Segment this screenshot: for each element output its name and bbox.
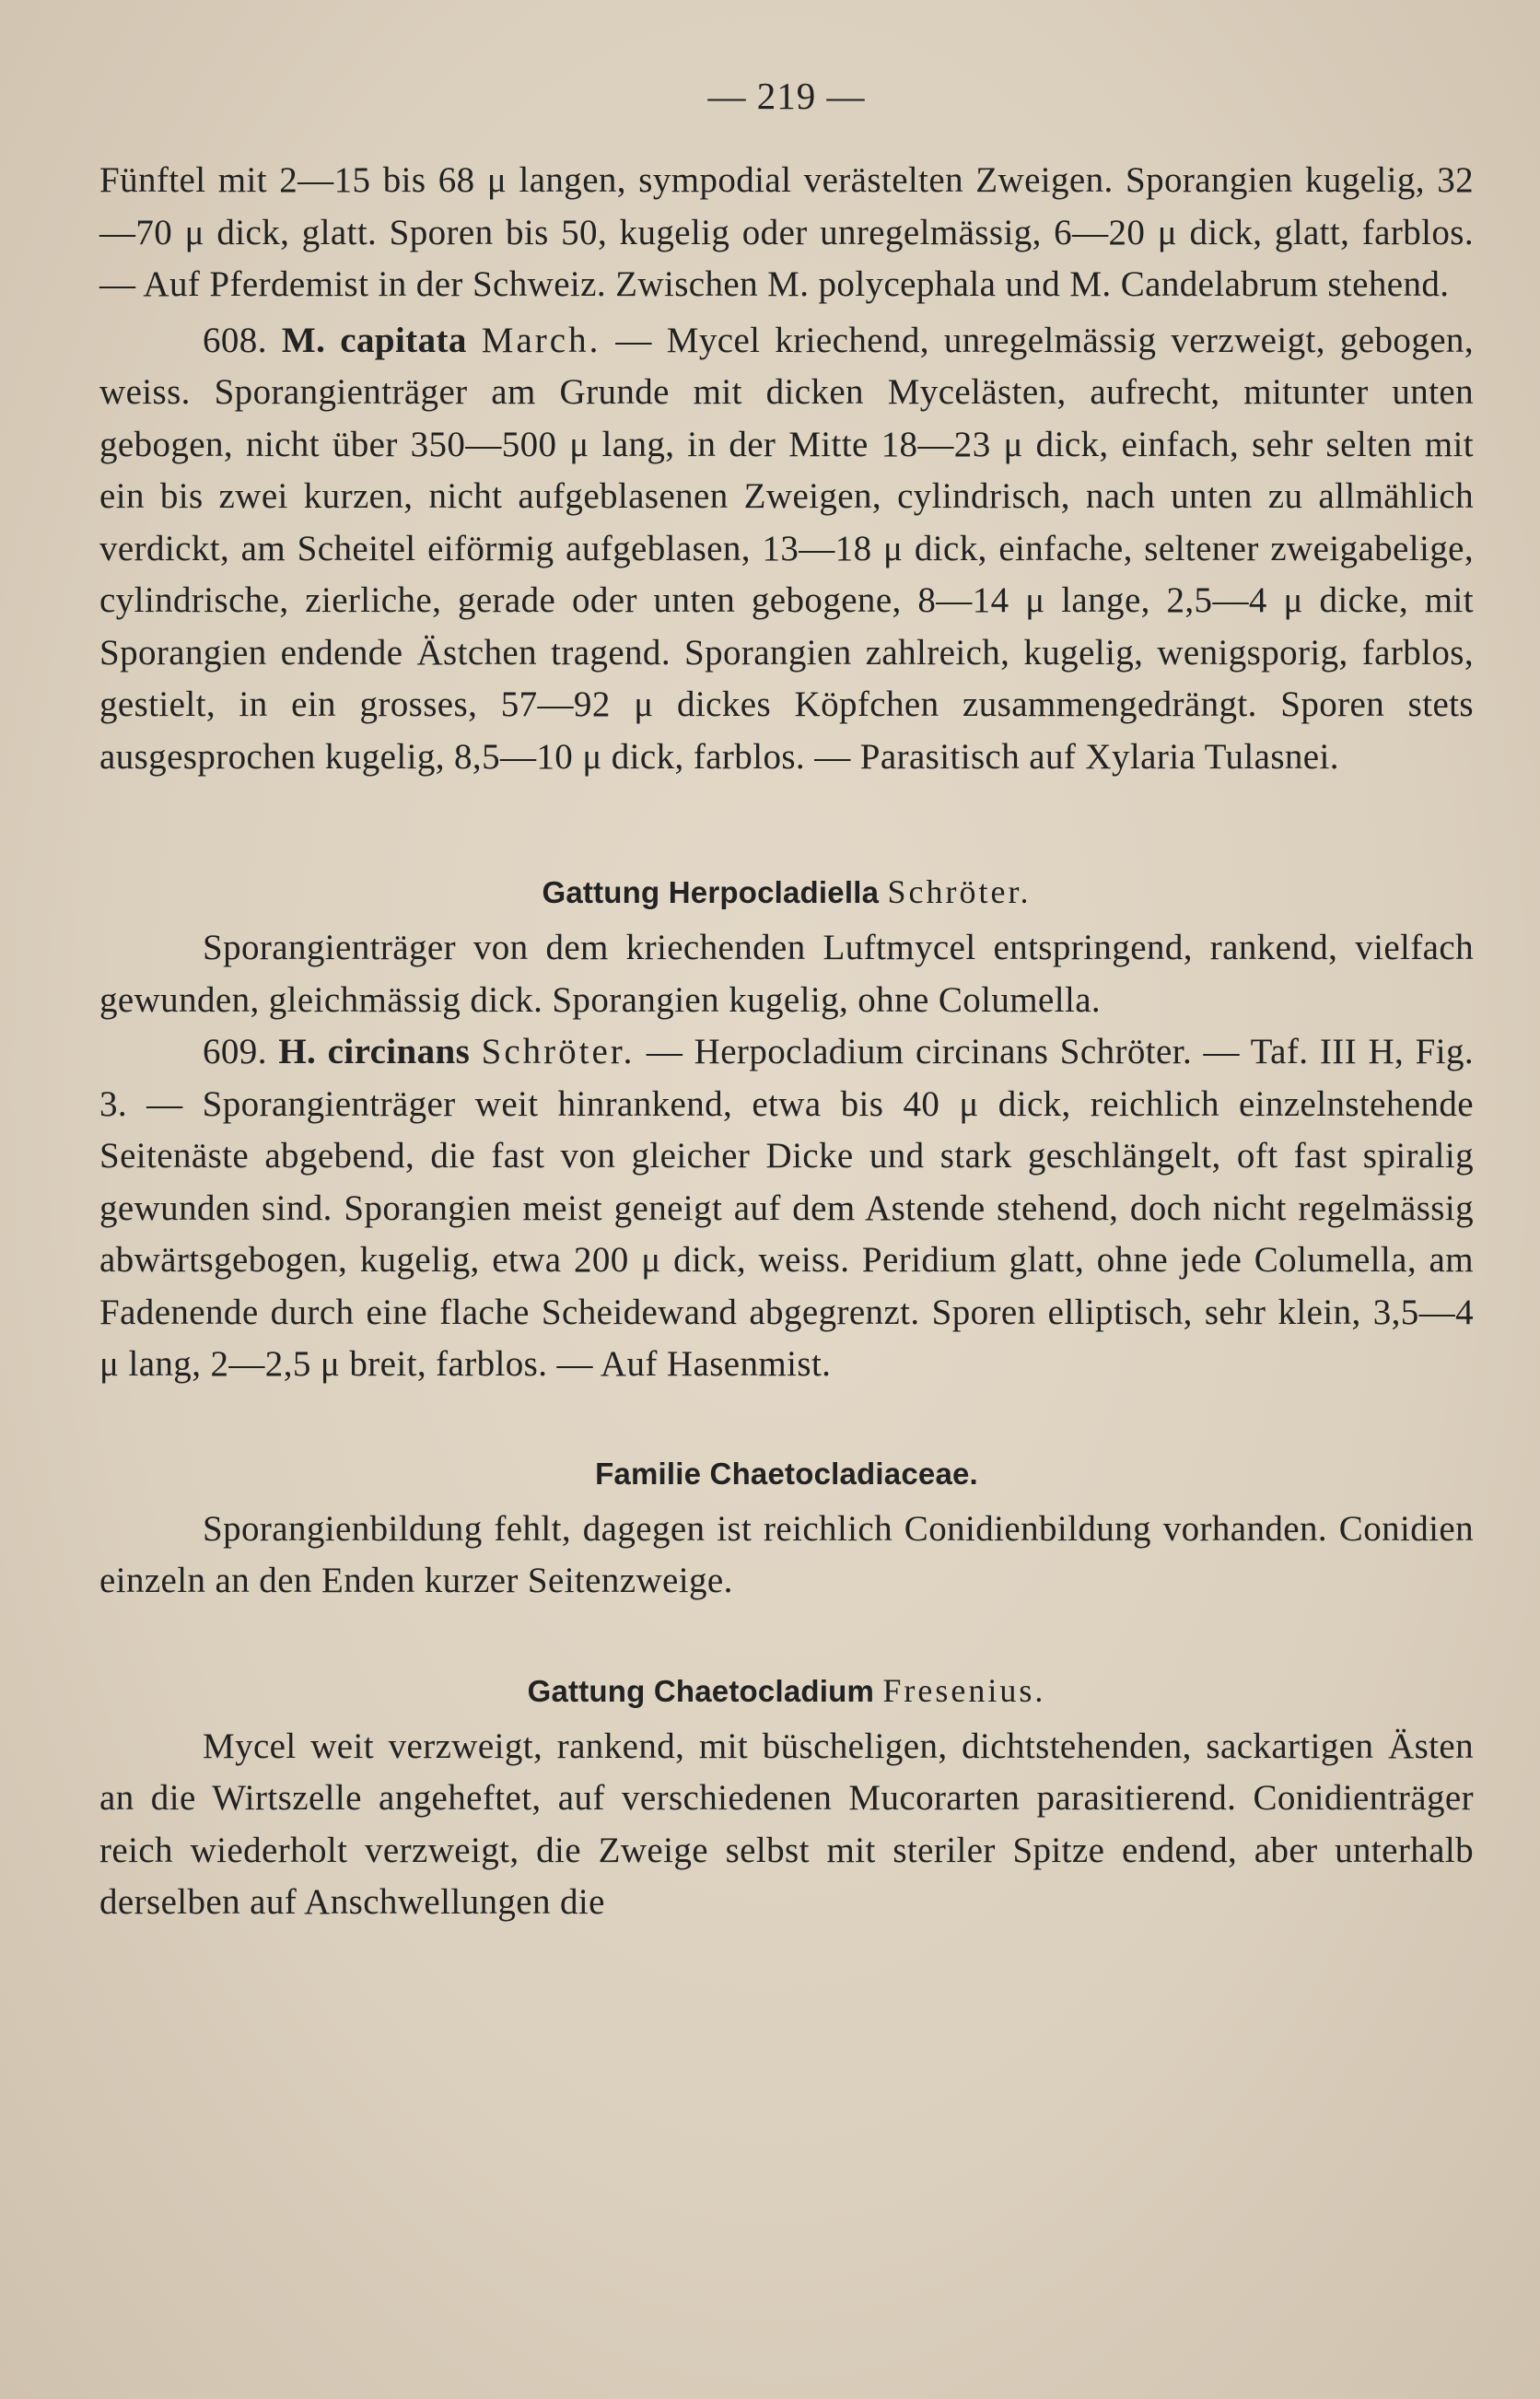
species-description: — Mycel kriechend, unregelmässig verzweigt, gebogen, weiss. Sporangienträger am Grunde mit dicken Mycelästen, aufrecht, mitunter unten gebogen, nicht über 350—500 μ lang, in der Mitte 18—23 μ dick, einfach, sehr selten mit ein bis zwei kurzen, nicht aufgeblasenen Zweigen, cylindrisch, nach unten zu allmählich verdickt, am Scheitel eiförmig aufgeblasen, 13—18 μ dick, einfache, seltener zweigabelige, cylindrische, zierliche, gerade oder unten gebogene, 8—14 μ lange, 2,5—4 μ dicke, mit Sporangien endende Ästchen tragend. Sporangien zahlreich, kugelig, wenigsporig, farblos, gestielt, in ein grosses, 57—92 μ dickes Köpfchen zusammengedrängt. Sporen stets ausgesprochen kugelig, 8,5—10 μ dick, farblos. — Parasitisch auf Xylaria Tulasnei. (99, 320, 1474, 777)
species-author: Schröter. (481, 1032, 636, 1071)
species-entry-608 (99, 315, 1474, 784)
genus-title: Gattung Chaetocladium (527, 1673, 874, 1708)
genus-author: Schröter. (887, 873, 1032, 910)
continuation-paragraph: Fünftel mit 2—15 bis 68 μ langen, sympodial verästelten Zweigen. Sporangien kugelig, 32—70 μ dick, glatt. Sporen bis 50, kugelig oder unregelmässig, 6—20 μ dick, glatt, farblos. — Auf Pferdemist in der Schweiz. Zwischen M. polycephala und M. Candelabrum stehend. (99, 160, 1474, 304)
genus-title: Gattung Herpocladiella (542, 875, 880, 909)
genus-heading-chaetocladium (99, 1665, 1474, 1717)
book-page (99, 74, 1474, 1929)
species-number: 608. (203, 320, 267, 360)
species-author: March. (481, 320, 601, 360)
species-name: H. circinans (278, 1032, 471, 1071)
species-name: M. capitata (281, 320, 467, 360)
species-number: 609. (203, 1032, 267, 1071)
spacer (99, 1608, 1474, 1665)
family-heading-chaetocladiaceae: Familie Chaetocladiaceae. (595, 1456, 978, 1491)
species-description: — Herpocladium circinans Schröter. — Taf. III H, Fig. 3. — Sporangienträger weit hinrankend, etwa bis 40 μ dick, reichlich einzelnstehende Seitenäste abgebend, die fast von gleicher Dicke und stark geschlängelt, oft fast spiralig gewunden sind. Sporangien meist geneigt auf dem Astende stehend, doch nicht regelmässig abwärtsgebogen, kugelig, etwa 200 μ dick, weiss. Peridium glatt, ohne jede Columella, am Fadenende durch eine flache Scheidewand abgegrenzt. Sporen elliptisch, sehr klein, 3,5—4 μ lang, 2—2,5 μ breit, farblos. — Auf Hasenmist. (99, 1032, 1475, 1384)
genus-description-herpocladiella: Sporangienträger von dem kriechenden Luftmycel entspringend, rankend, vielfach gewunden, gleichmässig dick. Sporangien kugelig, ohne Columella. (99, 928, 1474, 1020)
spacer (99, 1391, 1474, 1448)
genus-heading-herpocladiella (99, 866, 1474, 919)
genus-author: Fresenius. (882, 1671, 1046, 1709)
species-entry-609 (99, 1026, 1474, 1391)
genus-description-chaetocladium: Mycel weit verzweigt, rankend, mit büscheligen, dichtstehenden, sackartigen Ästen an die Wirtszelle angeheftet, auf verschiedenen Mucorarten parasitierend. Conidienträger reich wiederholt verzweigt, die Zweige selbst mit steriler Spitze endend, aber unterhalb derselben auf Anschwellungen die (99, 1726, 1474, 1922)
spacer (99, 783, 1474, 866)
family-description-chaetocladiaceae: Sporangienbildung fehlt, dagegen ist reichlich Conidienbildung vorhanden. Conidien einzeln an den Enden kurzer Seitenzweige. (99, 1508, 1474, 1600)
page-number: — 219 — (707, 75, 866, 117)
